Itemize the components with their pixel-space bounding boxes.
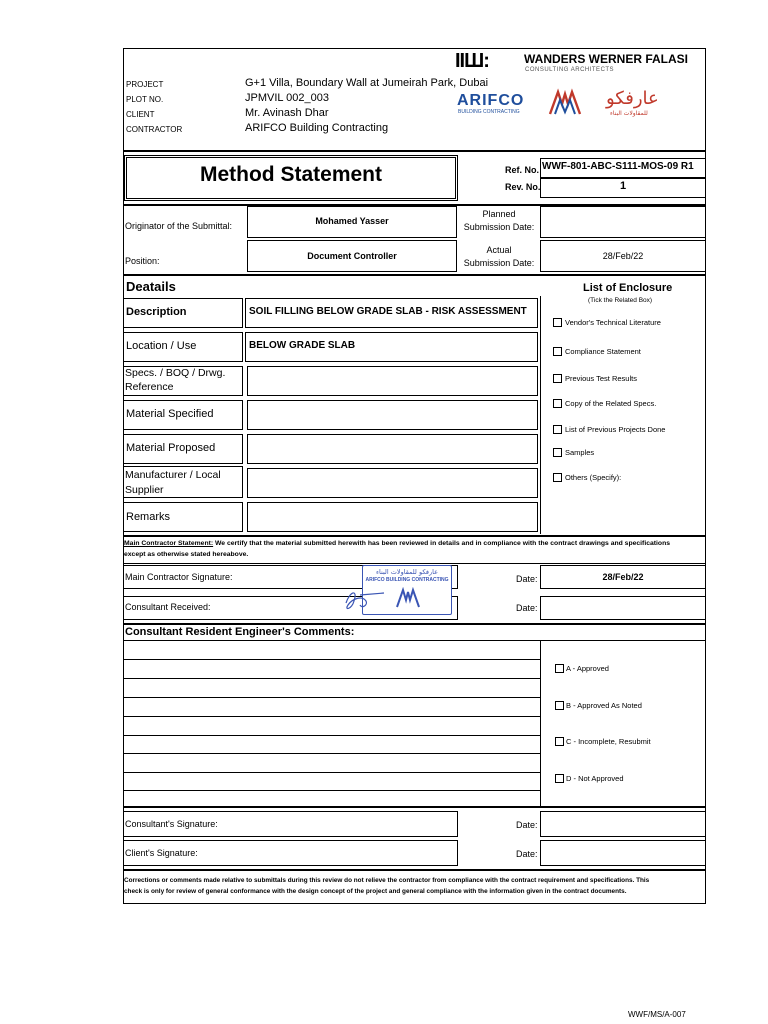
planned-label-2: Submission Date: — [463, 222, 535, 232]
received-date-label: Date: — [516, 603, 538, 613]
remarks-field[interactable] — [247, 502, 538, 532]
rev-no-value: 1 — [619, 180, 627, 192]
arifco-logo-sub: BUILDING CONTRACTING — [458, 109, 520, 115]
description-label: Description — [126, 306, 187, 318]
divider — [540, 640, 541, 806]
consultant-received-label: Consultant Received: — [125, 602, 211, 612]
main-contractor-signature-label: Main Contractor Signature: — [125, 572, 233, 582]
incomplete-label: C - Incomplete, Resubmit — [566, 737, 651, 746]
comment-line — [123, 697, 540, 698]
ref-no-label: Ref. No. — [505, 165, 540, 175]
manufacturer-label: Manufacturer / Local Supplier — [125, 469, 221, 496]
actual-label-1: Actual — [486, 245, 512, 255]
plot-value: JPMVIL 002_003 — [245, 92, 329, 104]
manufacturer-field[interactable] — [247, 468, 538, 498]
samples-label: Samples — [565, 448, 595, 457]
consultant-date-field[interactable] — [540, 811, 706, 837]
enclosure-note: (Tick the Related Box) — [588, 297, 653, 304]
stamp-arabic: عارفكو للمقاولات البناء — [375, 568, 439, 576]
project-label: PROJECT — [126, 80, 164, 89]
originator-label: Originator of the Submittal: — [125, 221, 233, 231]
form-code: WWF/MS/A-007 — [628, 1010, 686, 1019]
wwf-logo-sub: CONSULTING ARCHITECTS — [525, 67, 615, 73]
project-value: G+1 Villa, Boundary Wall at Jumeirah Park, Dubai — [245, 77, 489, 89]
comment-line — [123, 753, 540, 754]
position-value: Document Controller — [307, 251, 397, 261]
divider — [123, 535, 706, 537]
client-date-field[interactable] — [540, 840, 706, 866]
approved-as-noted-label: B - Approved As Noted — [566, 701, 642, 710]
arifco-emblem-icon — [548, 88, 582, 116]
footer-disclaimer: Corrections or comments made relative to submittals during this review do not relieve the contractor from compliance with the contract requirement and specifications. This check is only for review of general conformance with the design concept of the project and general compliance with the information given in the contract documents. — [124, 877, 650, 895]
divider — [123, 806, 706, 808]
rev-no-label: Rev. No. — [505, 182, 541, 192]
location-value: BELOW GRADE SLAB — [249, 340, 356, 351]
material-proposed-field[interactable] — [247, 434, 538, 464]
location-label: Location / Use — [126, 340, 197, 352]
comment-line — [123, 716, 540, 717]
specs-label: Specs. / BOQ / Drwg. Reference — [125, 367, 226, 393]
wwf-logo-mark: IIШ: — [455, 50, 489, 72]
received-date-field[interactable] — [540, 596, 706, 620]
divider — [123, 640, 706, 641]
not-approved-checkbox[interactable] — [555, 774, 564, 783]
contractor-value: ARIFCO Building Contracting — [245, 122, 389, 134]
comment-line — [123, 678, 540, 679]
others-checkbox[interactable] — [553, 473, 562, 482]
arifco-logo-text: ARIFCO — [457, 92, 525, 109]
consultant-date-label: Date: — [516, 820, 538, 830]
approved-as-noted-checkbox[interactable] — [555, 701, 564, 710]
specs-enclosure-label: Copy of the Related Specs. — [565, 399, 657, 408]
comment-line — [123, 790, 540, 791]
approved-label: A - Approved — [566, 664, 609, 673]
ref-no-value: WWF-801-ABC-S111-MOS-09 R1 — [542, 161, 694, 172]
material-specified-label: Material Specified — [126, 408, 214, 420]
others-label: Others (Specify): — [565, 473, 622, 482]
not-approved-label: D - Not Approved — [566, 774, 624, 783]
actual-date-value: 28/Feb/22 — [602, 251, 644, 261]
material-specified-field[interactable] — [247, 400, 538, 430]
comment-line — [123, 772, 540, 773]
main-date-label: Date: — [516, 574, 538, 584]
client-date-label: Date: — [516, 849, 538, 859]
comment-line — [123, 735, 540, 736]
arifco-arabic-text: عارفكو — [606, 88, 659, 109]
stamp-emblem-icon — [395, 587, 421, 609]
client-label: CLIENT — [126, 110, 155, 119]
remarks-label: Remarks — [126, 511, 171, 523]
projects-checkbox[interactable] — [553, 425, 562, 434]
arifco-arabic-sub: للمقاولات البناء — [610, 110, 648, 117]
consultant-signature-label: Consultant's Signature: — [125, 819, 218, 829]
vendor-label: Vendor's Technical Literature — [565, 318, 661, 327]
contractor-statement: Main Contractor Statement: We certify that the material submitted herewith has been reviewed in details and in compliance with the contract drawings and specifications except as otherwise stated hereabove. — [124, 540, 671, 558]
divider — [540, 296, 541, 534]
comments-heading: Consultant Resident Engineer's Comments: — [125, 626, 355, 638]
originator-value: Mohamed Yasser — [315, 216, 389, 226]
enclosure-heading: List of Enclosure — [583, 282, 673, 294]
stamp-english: ARIFCO BUILDING CONTRACTING — [365, 577, 449, 583]
material-proposed-label: Material Proposed — [126, 442, 216, 454]
plot-label: PLOT NO. — [126, 95, 164, 104]
tests-label: Previous Test Results — [565, 374, 637, 383]
comment-line — [123, 659, 540, 660]
client-signature-label: Client's Signature: — [125, 848, 198, 858]
compliance-checkbox[interactable] — [553, 347, 562, 356]
planned-label-1: Planned — [482, 209, 516, 219]
wwf-logo-name: WANDERS WERNER FALASI — [524, 52, 689, 66]
vendor-checkbox[interactable] — [553, 318, 562, 327]
specs-checkbox[interactable] — [553, 399, 562, 408]
divider — [123, 150, 706, 152]
details-heading: Deatails — [126, 279, 176, 294]
contractor-label: CONTRACTOR — [126, 125, 183, 134]
description-value: SOIL FILLING BELOW GRADE SLAB - RISK ASSESSMENT — [249, 306, 527, 317]
approved-checkbox[interactable] — [555, 664, 564, 673]
signature-scribble-icon — [340, 585, 390, 615]
main-date-value: 28/Feb/22 — [602, 572, 644, 582]
position-label: Position: — [125, 256, 160, 266]
divider — [123, 563, 706, 564]
actual-label-2: Submission Date: — [463, 258, 535, 268]
samples-checkbox[interactable] — [553, 448, 562, 457]
divider — [123, 623, 706, 625]
incomplete-checkbox[interactable] — [555, 737, 564, 746]
client-value: Mr. Avinash Dhar — [245, 107, 329, 119]
planned-date-field[interactable] — [540, 206, 706, 238]
divider — [123, 869, 706, 871]
compliance-label: Compliance Statement — [565, 347, 641, 356]
divider — [123, 274, 706, 276]
page-title: Method Statement — [199, 163, 382, 186]
projects-label: List of Previous Projects Done — [565, 425, 666, 434]
tests-checkbox[interactable] — [553, 374, 562, 383]
specs-field[interactable] — [247, 366, 538, 396]
